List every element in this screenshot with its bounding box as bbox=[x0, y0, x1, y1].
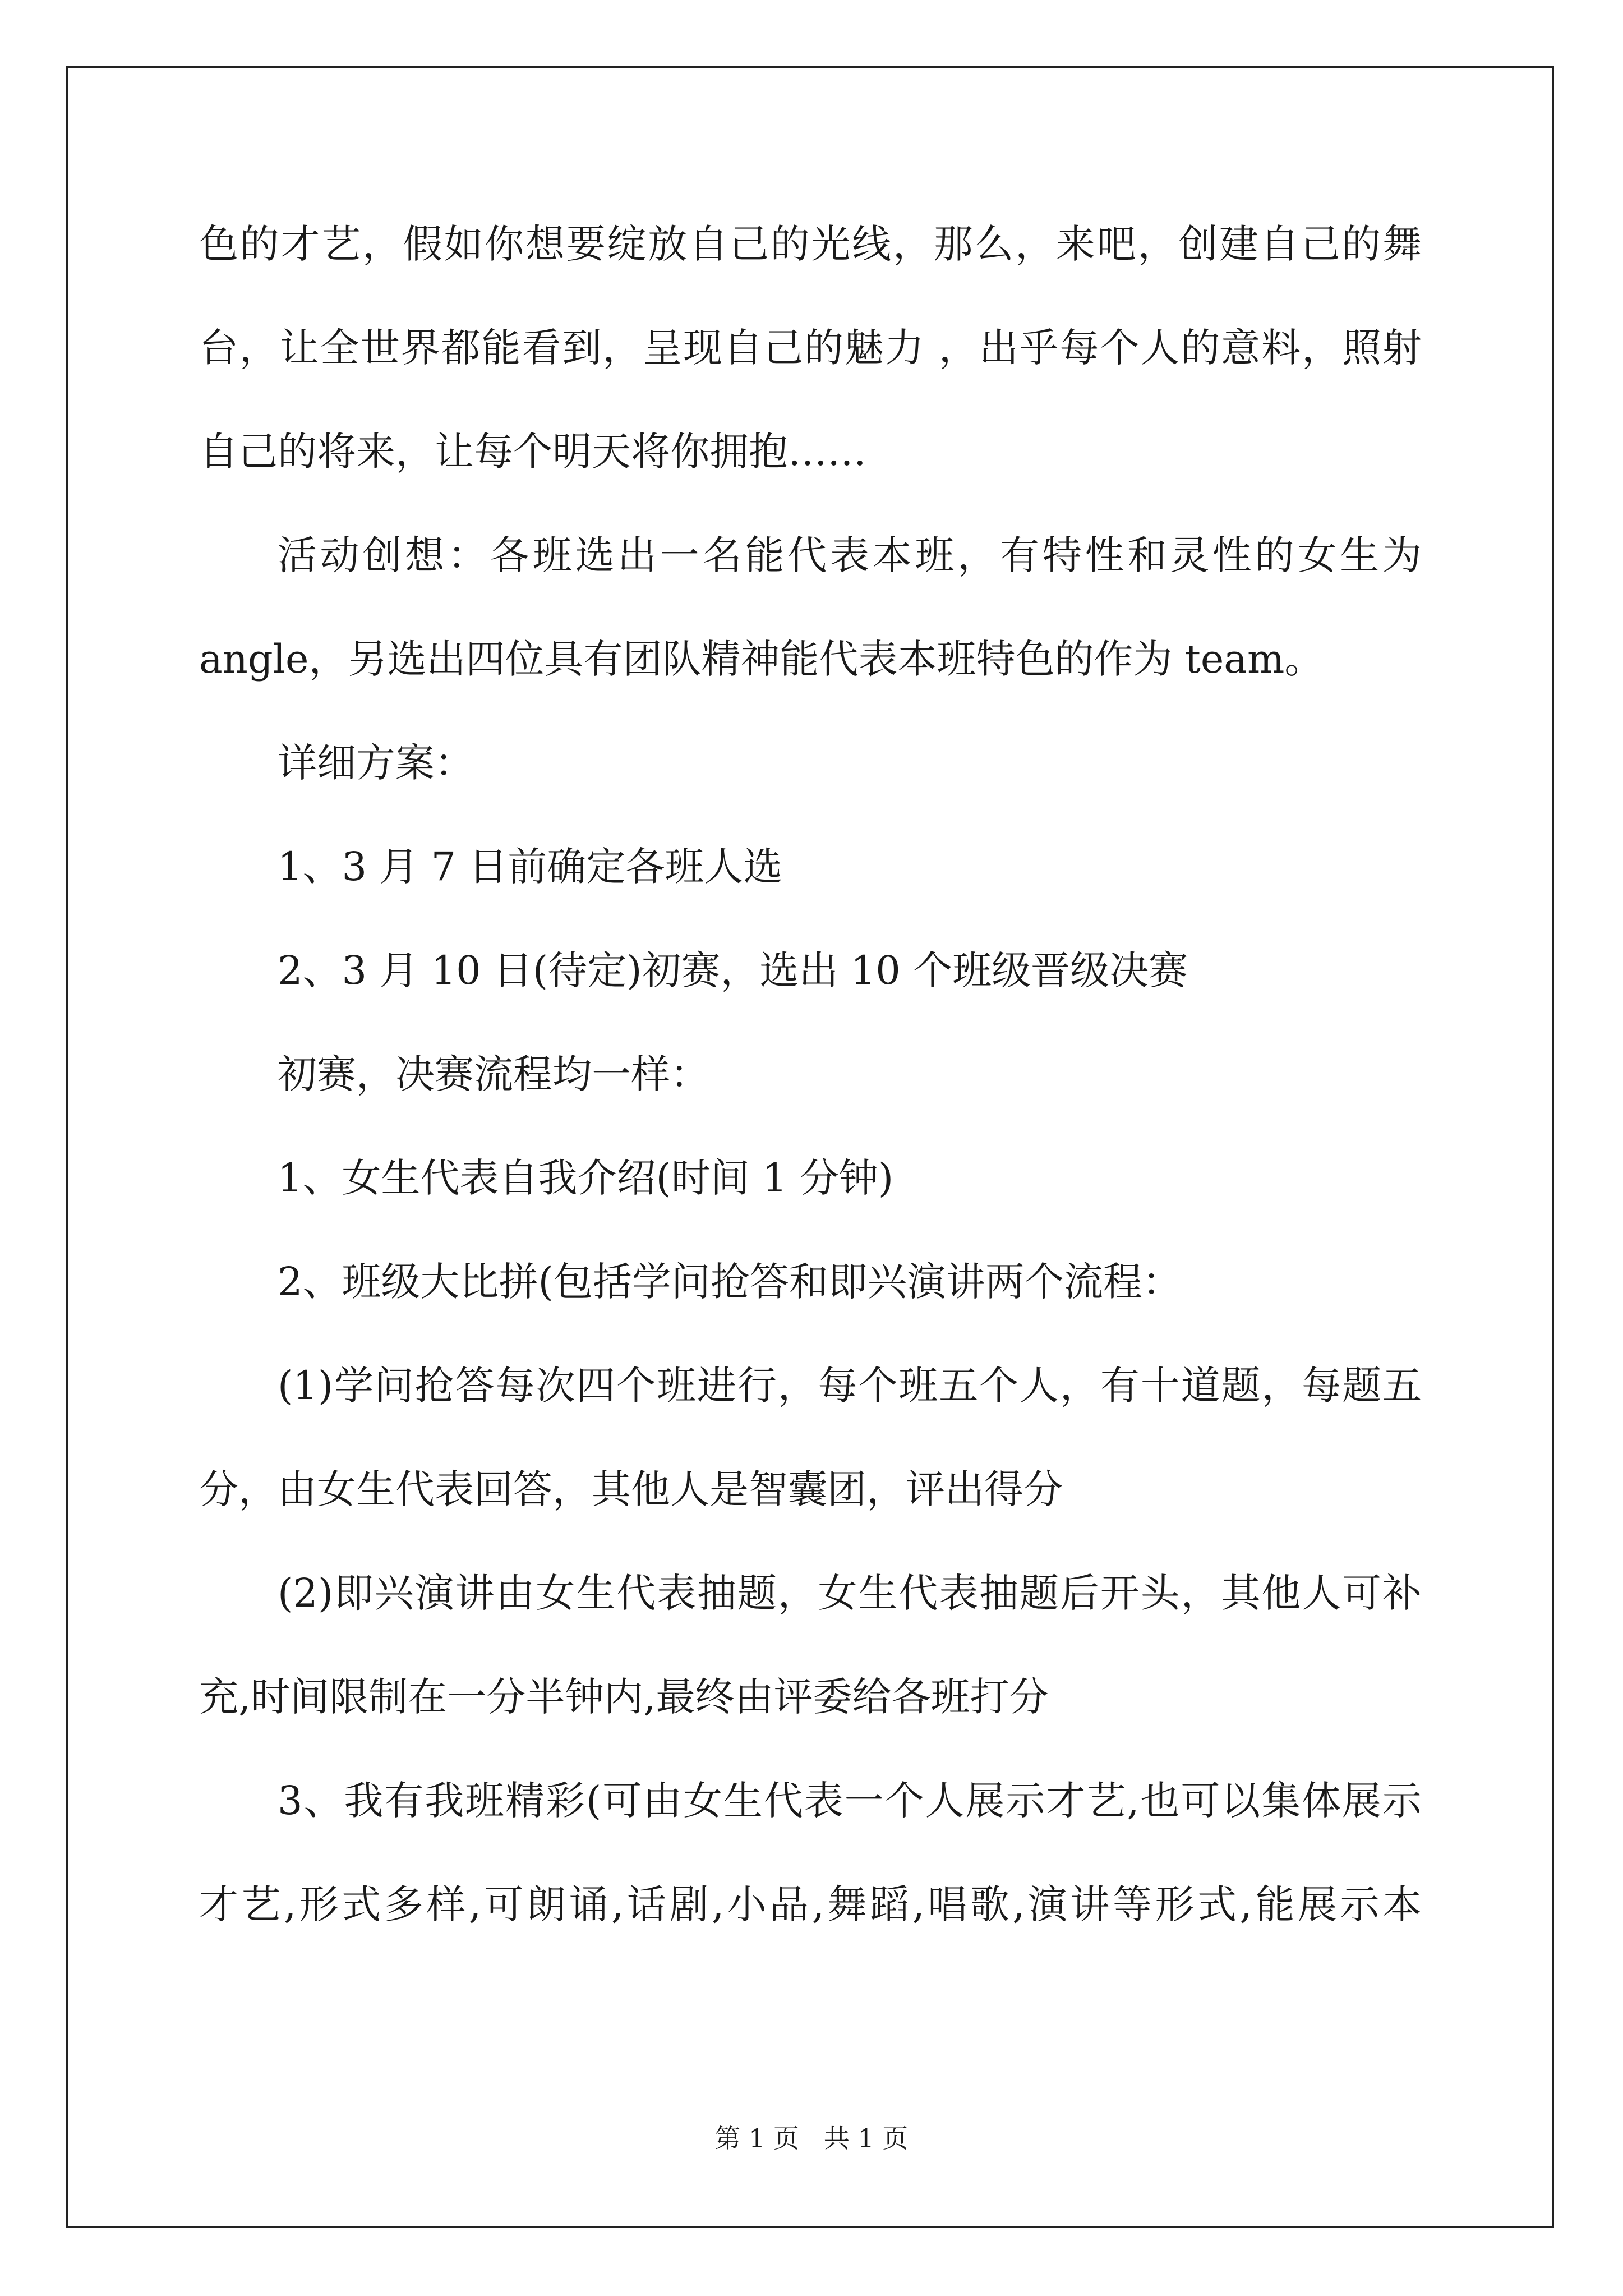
text-line-8: 2、3 月 10 日(待定)初赛，选出 10 个班级晋级决赛 bbox=[278, 947, 1188, 993]
text-line-9: 初赛，决赛流程均一样： bbox=[278, 1051, 709, 1097]
text-line-16: 3、我有我班精彩(可由女生代表一个人展示才艺,也可以集体展示 bbox=[278, 1778, 1422, 1824]
text-line-13: 分，由女生代表回答，其他人是智囊团，评出得分 bbox=[199, 1466, 1063, 1512]
text-line-7: 1、3 月 7 日前确定各班人选 bbox=[278, 844, 783, 890]
text-line-11: 2、班级大比拼(包括学问抢答和即兴演讲两个流程： bbox=[278, 1259, 1182, 1305]
text-line-14: (2)即兴演讲由女生代表抽题，女生代表抽题后开头，其他人可补 bbox=[278, 1570, 1422, 1616]
text-line-1: 色的才艺，假如你想要绽放自己的光线，那么，来吧，创建自己的舞 bbox=[199, 221, 1422, 267]
text-line-3: 自己的将来，让每个明天将你拥抱…… bbox=[199, 429, 866, 475]
text-line-10: 1、女生代表自我介绍(时间 1 分钟) bbox=[278, 1155, 894, 1201]
page-number-footer: 第 1 页 共 1 页 bbox=[714, 2123, 909, 2154]
text-line-6: 详细方案： bbox=[278, 740, 474, 786]
text-line-4: 活动创想：各班选出一名能代表本班，有特性和灵性的女生为 bbox=[278, 532, 1422, 578]
text-line-15: 充,时间限制在一分半钟内,最终由评委给各班打分 bbox=[199, 1674, 1049, 1720]
text-line-12: (1)学问抢答每次四个班进行，每个班五个人，有十道题，每题五 bbox=[278, 1363, 1422, 1409]
text-line-5: angle，另选出四位具有团队精神能代表本班特色的作为 team。 bbox=[199, 636, 1324, 682]
text-line-17: 才艺,形式多样,可朗诵,话剧,小品,舞蹈,唱歌,演讲等形式,能展示本 bbox=[199, 1881, 1422, 1927]
text-line-2: 台，让全世界都能看到，呈现自己的魅力 ，出乎每个人的意料，照射 bbox=[199, 325, 1422, 371]
